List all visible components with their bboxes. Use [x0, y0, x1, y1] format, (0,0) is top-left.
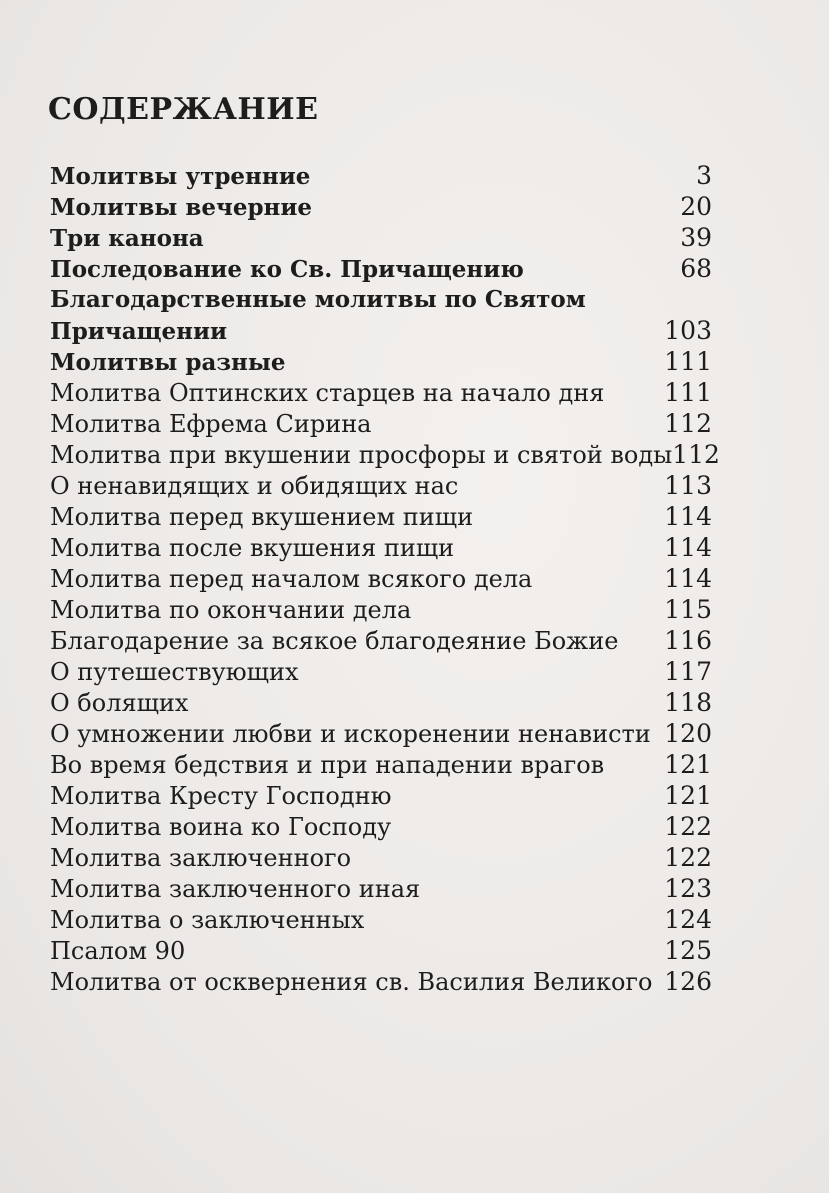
toc-entry-page: 125	[664, 936, 712, 965]
toc-entry-label: О болящих	[50, 689, 189, 717]
toc-entry-label: Молитвы вечерние	[50, 194, 313, 221]
toc-entry-label: Молитва Оптинских старцев на начало дня	[50, 379, 605, 407]
toc-entry	[50, 191, 730, 222]
toc-entry-label: Молитва по окончании дела	[50, 596, 412, 624]
toc-entry-page: 112	[664, 409, 712, 438]
toc-entry-label: Молитва перед началом всякого дела	[50, 565, 533, 593]
toc-entry	[50, 160, 730, 191]
toc-entry-page: 121	[664, 750, 712, 779]
toc-entry-label: Три канона	[50, 225, 204, 252]
toc-entry-label: Молитва перед вкушением пищи	[50, 503, 474, 531]
page-title: СОДЕРЖАНИЕ	[48, 92, 319, 127]
toc-entry-page: 120	[664, 719, 712, 748]
toc-entry-label: Молитва заключенного иная	[50, 875, 421, 903]
toc-entry-page: 113	[664, 471, 712, 500]
toc-entry-page: 122	[664, 843, 712, 872]
toc-entry-label: Псалом 90	[50, 937, 186, 965]
toc-entry-page: 103	[664, 316, 712, 345]
toc-entry	[50, 284, 730, 315]
toc-entry-label: Молитвы разные	[50, 349, 286, 376]
toc-entry	[50, 842, 730, 873]
toc-entry	[50, 749, 730, 780]
toc-entry-page: 117	[664, 657, 712, 686]
toc-entry	[50, 780, 730, 811]
toc-entry-page: 118	[664, 688, 712, 717]
toc-entry-label: О путешествующих	[50, 658, 299, 686]
toc-entry-page: 126	[664, 967, 712, 996]
toc-entry	[50, 346, 730, 377]
toc-entry	[50, 935, 730, 966]
toc-entry-page: 111	[664, 347, 712, 376]
toc-entry-page: 68	[680, 254, 712, 283]
toc-entry	[50, 222, 730, 253]
toc-entry	[50, 625, 730, 656]
toc-entry	[50, 904, 730, 935]
toc-entry	[50, 315, 730, 346]
toc-entry-page: 122	[664, 812, 712, 841]
toc-entry	[50, 656, 730, 687]
toc-entry	[50, 718, 730, 749]
toc-entry	[50, 439, 730, 470]
toc-entry-page: 112	[672, 440, 720, 469]
toc-entry-label: Молитва Ефрема Сирина	[50, 410, 372, 438]
toc-entry-label: Молитва после вкушения пищи	[50, 534, 455, 562]
toc-entry	[50, 687, 730, 718]
toc-entry	[50, 253, 730, 284]
toc-entry-page: 114	[664, 502, 712, 531]
toc-entry-label: Причащении	[50, 318, 228, 345]
toc-entry-page: 116	[664, 626, 712, 655]
toc-entry-label: О умножении любви и искоренении ненависти	[50, 720, 651, 748]
toc-entry-label: Молитва при вкушении просфоры и святой воды	[50, 441, 673, 469]
toc-entry	[50, 377, 730, 408]
toc-entry-page: 3	[696, 161, 712, 190]
toc-entry-label: Благодарственные молитвы по Святом	[50, 286, 586, 313]
toc-entry-page: 114	[664, 533, 712, 562]
toc-entry	[50, 501, 730, 532]
toc-entry	[50, 966, 730, 997]
toc-entry-label: Молитва от осквернения св. Василия Великого	[50, 968, 653, 996]
toc-entry-label: Последование ко Св. Причащению	[50, 256, 524, 283]
toc-entry	[50, 408, 730, 439]
toc-entry-label: Молитва о заключенных	[50, 906, 365, 934]
toc-entry-label: Молитвы утренние	[50, 163, 311, 190]
toc-entry-label: Молитва Кресту Господню	[50, 782, 392, 810]
table-of-contents	[50, 160, 730, 997]
toc-entry-label: О ненавидящих и обидящих нас	[50, 472, 459, 500]
toc-entry-page: 20	[680, 192, 712, 221]
toc-entry-label: Молитва заключенного	[50, 844, 352, 872]
toc-entry	[50, 873, 730, 904]
toc-entry-page: 121	[664, 781, 712, 810]
toc-entry	[50, 594, 730, 625]
toc-entry-page: 124	[664, 905, 712, 934]
toc-entry	[50, 563, 730, 594]
toc-entry-page: 111	[664, 378, 712, 407]
toc-entry	[50, 532, 730, 563]
toc-entry-label: Во время бедствия и при нападении врагов	[50, 751, 605, 779]
toc-entry-page: 39	[680, 223, 712, 252]
toc-entry-page: 114	[664, 564, 712, 593]
toc-entry-page: 123	[664, 874, 712, 903]
toc-entry	[50, 470, 730, 501]
toc-entry-label: Молитва воина ко Господу	[50, 813, 392, 841]
toc-entry	[50, 811, 730, 842]
toc-entry-label: Благодарение за всякое благодеяние Божие	[50, 627, 619, 655]
toc-entry-page: 115	[664, 595, 712, 624]
